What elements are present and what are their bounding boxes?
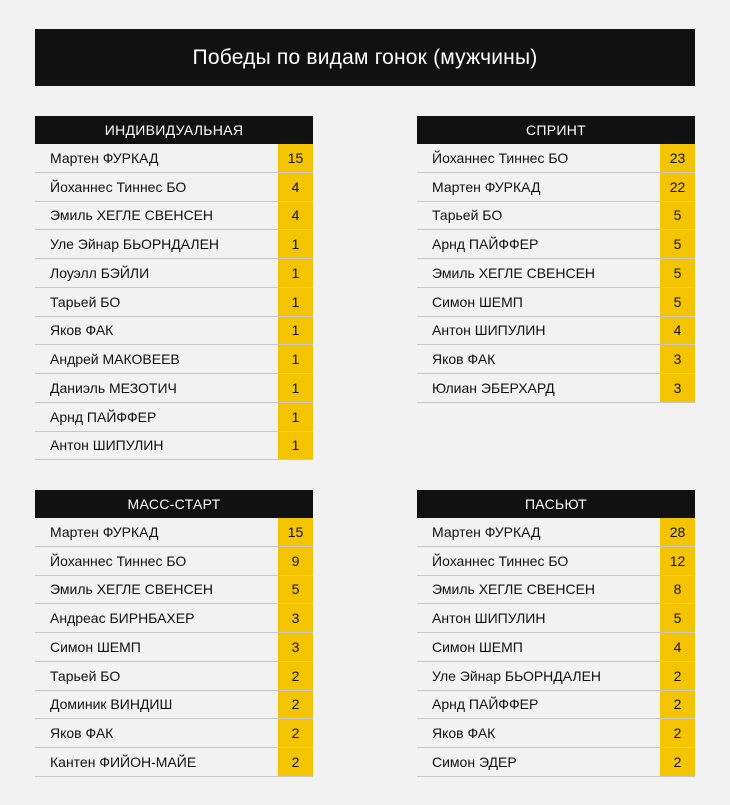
wins-count: 5	[278, 576, 313, 604]
table-row	[417, 345, 695, 374]
table-row	[35, 576, 313, 605]
table-row	[417, 144, 695, 173]
table-row	[417, 691, 695, 720]
wins-count: 15	[278, 144, 313, 172]
table-row	[35, 374, 313, 403]
pursuit-table	[417, 490, 695, 777]
athlete-name: Симон ШЕМП	[432, 638, 523, 655]
wins-count: 1	[278, 374, 313, 402]
wins-count: 22	[660, 173, 695, 201]
wins-count: 9	[278, 547, 313, 575]
athlete-name: Лоуэлл БЭЙЛИ	[50, 264, 150, 281]
athlete-name: Яков ФАК	[50, 725, 114, 742]
wins-count: 23	[660, 144, 695, 172]
table-row	[417, 604, 695, 633]
athlete-name: Арнд ПАЙФФЕР	[50, 408, 157, 425]
wins-count: 1	[278, 288, 313, 316]
wins-count: 1	[278, 345, 313, 373]
table-row	[417, 547, 695, 576]
athlete-name: Йоханнес Тиннес БО	[432, 149, 569, 166]
page-title-banner	[35, 29, 695, 86]
table-row	[417, 518, 695, 547]
athlete-name: Юлиан ЭБЕРХАРД	[432, 379, 555, 396]
athlete-name: Эмиль ХЕГЛЕ СВЕНСЕН	[432, 581, 596, 598]
table-row	[35, 748, 313, 777]
wins-count: 2	[278, 691, 313, 719]
page-title: Победы по видам гонок (мужчины)	[192, 45, 538, 69]
athlete-name: Даниэль МЕЗОТИЧ	[50, 379, 177, 396]
athlete-name: Мартен ФУРКАД	[50, 523, 159, 540]
wins-count: 5	[660, 604, 695, 632]
athlete-name: Тарьей БО	[50, 293, 121, 310]
athlete-name: Эмиль ХЕГЛЕ СВЕНСЕН	[50, 207, 214, 224]
wins-count: 2	[660, 748, 695, 776]
sprint-table	[417, 116, 695, 403]
table-row	[35, 259, 313, 288]
wins-count: 2	[660, 662, 695, 690]
table-row	[35, 403, 313, 432]
table-row	[417, 317, 695, 346]
wins-count: 2	[278, 662, 313, 690]
table-row	[35, 432, 313, 461]
table-row	[35, 719, 313, 748]
athlete-name: Андрей МАКОВЕЕВ	[50, 351, 180, 368]
wins-count: 15	[278, 518, 313, 546]
athlete-name: Тарьей БО	[432, 207, 503, 224]
table-row	[35, 144, 313, 173]
athlete-name: Йоханнес Тиннес БО	[50, 178, 187, 195]
athlete-name: Уле Эйнар БЬОРНДАЛЕН	[50, 236, 220, 253]
athlete-name: Арнд ПАЙФФЕР	[432, 696, 539, 713]
table-row	[417, 202, 695, 231]
table-row	[35, 691, 313, 720]
table-row	[417, 173, 695, 202]
athlete-name: Доминик ВИНДИШ	[50, 696, 173, 713]
table-row	[417, 576, 695, 605]
wins-count: 4	[278, 202, 313, 230]
table-row	[35, 662, 313, 691]
wins-count: 3	[278, 604, 313, 632]
wins-count: 3	[660, 345, 695, 373]
wins-count: 5	[660, 230, 695, 258]
table-row	[35, 604, 313, 633]
wins-count: 5	[660, 202, 695, 230]
athlete-name: Антон ШИПУЛИН	[50, 437, 164, 454]
wins-count: 2	[278, 748, 313, 776]
table-heading: МАСС-СТАРТ	[35, 490, 313, 518]
wins-count: 1	[278, 432, 313, 460]
wins-count: 2	[278, 719, 313, 747]
table-heading: ИНДИВИДУАЛЬНАЯ	[35, 116, 313, 144]
athlete-name: Эмиль ХЕГЛЕ СВЕНСЕН	[432, 264, 596, 281]
table-row	[35, 317, 313, 346]
athlete-name: Антон ШИПУЛИН	[432, 322, 546, 339]
athlete-name: Мартен ФУРКАД	[432, 178, 541, 195]
athlete-name: Симон ШЕМП	[432, 293, 523, 310]
wins-count: 1	[278, 230, 313, 258]
table-row	[417, 719, 695, 748]
wins-count: 1	[278, 403, 313, 431]
table-row	[417, 633, 695, 662]
table-row	[35, 345, 313, 374]
wins-count: 3	[660, 374, 695, 402]
athlete-name: Уле Эйнар БЬОРНДАЛЕН	[432, 667, 602, 684]
table-heading: СПРИНТ	[417, 116, 695, 144]
athlete-name: Йоханнес Тиннес БО	[50, 552, 187, 569]
table-row	[417, 662, 695, 691]
table-row	[417, 748, 695, 777]
wins-count: 5	[660, 259, 695, 287]
wins-count: 5	[660, 288, 695, 316]
table-row	[35, 173, 313, 202]
mass-start-table	[35, 490, 313, 777]
table-row	[417, 374, 695, 403]
wins-count: 4	[660, 317, 695, 345]
athlete-name: Андреас БИРНБАХЕР	[50, 610, 195, 627]
athlete-name: Кантен ФИЙОН-МАЙЕ	[50, 753, 197, 770]
wins-count: 12	[660, 547, 695, 575]
athlete-name: Антон ШИПУЛИН	[432, 610, 546, 627]
wins-count: 1	[278, 317, 313, 345]
wins-count: 2	[660, 691, 695, 719]
athlete-name: Яков ФАК	[432, 725, 496, 742]
wins-count: 28	[660, 518, 695, 546]
table-row	[35, 518, 313, 547]
athlete-name: Мартен ФУРКАД	[50, 149, 159, 166]
wins-count: 4	[278, 173, 313, 201]
table-row	[417, 259, 695, 288]
table-row	[417, 230, 695, 259]
athlete-name: Яков ФАК	[432, 351, 496, 368]
table-row	[35, 288, 313, 317]
table-row	[35, 202, 313, 231]
table-row	[417, 288, 695, 317]
athlete-name: Йоханнес Тиннес БО	[432, 552, 569, 569]
wins-count: 2	[660, 719, 695, 747]
athlete-name: Арнд ПАЙФФЕР	[432, 236, 539, 253]
athlete-name: Тарьей БО	[50, 667, 121, 684]
athlete-name: Эмиль ХЕГЛЕ СВЕНСЕН	[50, 581, 214, 598]
athlete-name: Мартен ФУРКАД	[432, 523, 541, 540]
table-heading: ПАСЬЮТ	[417, 490, 695, 518]
wins-count: 8	[660, 576, 695, 604]
athlete-name: Симон ЭДЕР	[432, 753, 517, 770]
wins-count: 4	[660, 633, 695, 661]
wins-count: 3	[278, 633, 313, 661]
athlete-name: Симон ШЕМП	[50, 638, 141, 655]
table-row	[35, 547, 313, 576]
table-row	[35, 230, 313, 259]
wins-count: 1	[278, 259, 313, 287]
individual-table	[35, 116, 313, 460]
athlete-name: Яков ФАК	[50, 322, 114, 339]
table-row	[35, 633, 313, 662]
